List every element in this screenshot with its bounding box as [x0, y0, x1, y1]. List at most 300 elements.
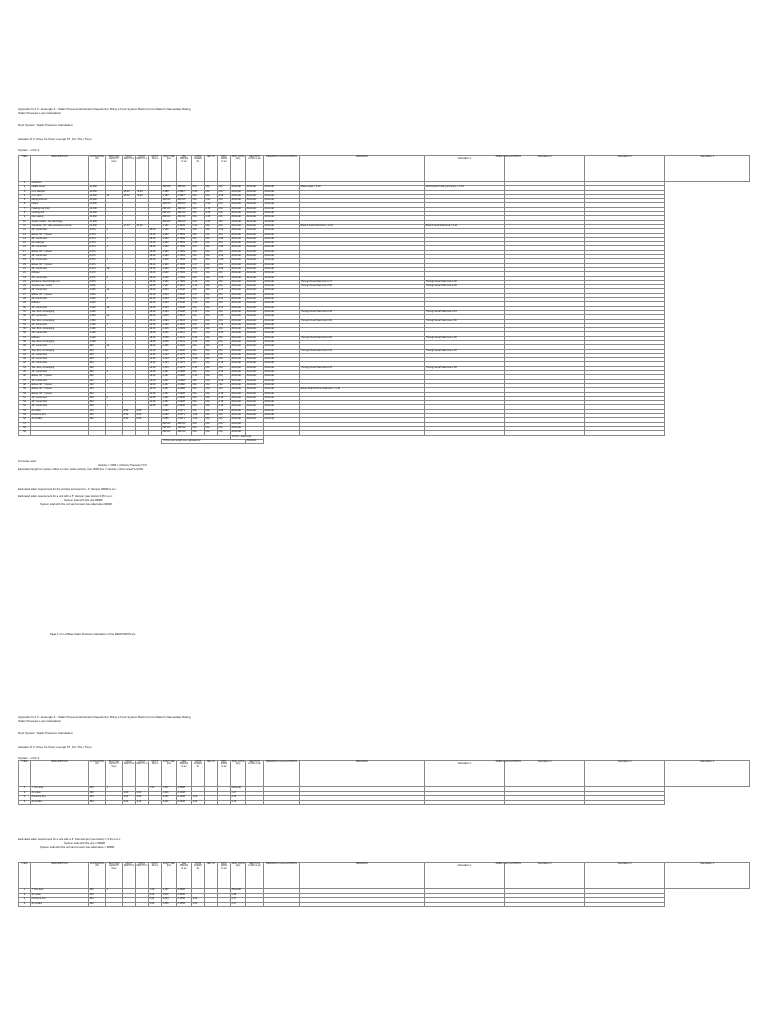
row-description: O.A. damper — [31, 190, 89, 194]
header-calculation-4: Calculation 4 — [665, 156, 750, 182]
row-cell: 1,391 — [162, 349, 177, 353]
row-cell: 26.00 — [123, 194, 136, 198]
row-cell: #VALUE! — [264, 345, 300, 349]
row-cell: #VALUE! — [246, 186, 264, 190]
row-cell: #VALUE! — [246, 194, 264, 198]
row-cell: 0.11 — [218, 298, 231, 302]
row-cell: 0.11 — [218, 289, 231, 293]
row-cell: 0.0888 — [177, 889, 192, 894]
row-item-number: 43 — [19, 362, 31, 366]
row-cell: Through Flow/Total Flow 0.36 — [300, 319, 425, 323]
row-description: Diffuser — [31, 336, 89, 340]
row-cell: 0.15 — [231, 800, 246, 805]
row-cell: Through Area/Total Area 0.64 — [425, 310, 505, 314]
row-cell: #VALUE! — [264, 388, 300, 392]
row-cell: N/A — [218, 250, 231, 254]
row-description: Entrance, flow through run — [31, 280, 89, 284]
row-cell: N/A — [205, 246, 218, 250]
formula-2: Equivalent length for system effect on inlet, outlet velocity over 2500 fpm = Velocity x (Duct area)^1/4,000 — [18, 468, 143, 472]
row-cell: #VALUE! — [231, 276, 246, 280]
row-cell: #VALUE! — [264, 203, 300, 207]
row-cell: N/A — [205, 323, 218, 327]
row-cell: #VALUE! — [246, 255, 264, 259]
row-cell: #VALUE! — [231, 332, 246, 336]
estimate-4-label: System total with this unit and a lower loss alternative — [40, 503, 104, 507]
row-cell: #VALUE! — [264, 194, 300, 198]
row-cell: #VALUE! — [246, 379, 264, 383]
row-item-number: 11 — [19, 224, 31, 228]
table-row — [19, 902, 750, 907]
row-item-number: 8 — [19, 212, 31, 216]
row-cell: 0.7899 — [177, 233, 192, 237]
row-cell: 1,287 — [162, 383, 177, 387]
row-cell: 1,160 — [89, 336, 106, 340]
row-cell: 26.00 — [149, 315, 162, 319]
row-cell: N/A — [218, 375, 231, 379]
row-cell: 320 — [89, 379, 106, 383]
row-description: Fan casing — [31, 216, 89, 220]
row-cell: N/A — [192, 207, 205, 211]
row-item-number: 37 — [19, 336, 31, 340]
row-cell: 8.00 — [136, 409, 149, 413]
row-cell: #VALUE! — [264, 207, 300, 211]
row-cell: 0.08 — [218, 255, 231, 259]
row-item-number: 2 — [19, 186, 31, 190]
row-cell: #VALUE! — [246, 336, 264, 340]
row-cell: #VALUE! — [246, 362, 264, 366]
row-cell: #VALUE! — [264, 379, 300, 383]
row-cell: N/A — [218, 383, 231, 387]
row-cell: 0.17 — [231, 898, 246, 903]
row-cell: 0.5048 — [177, 298, 192, 302]
row-cell: #DIV/0! — [162, 422, 177, 426]
row-cell: 0.25 — [218, 332, 231, 336]
row-item-number: 34 — [19, 323, 31, 327]
row-cell: 0.15 — [192, 366, 205, 370]
row-cell: 0.5048 — [177, 293, 192, 297]
row-cell: 320 — [89, 893, 106, 898]
row-cell: N/A — [218, 186, 231, 190]
row-cell: 0.1656 — [177, 902, 192, 907]
row-item-number: 23 — [19, 276, 31, 280]
row-item-number: 2 — [19, 893, 31, 898]
row-cell: N/A — [205, 362, 218, 366]
row-cell: #VALUE! — [231, 212, 246, 216]
row-cell: 0.0988 — [177, 379, 192, 383]
row-item-number: 1 — [19, 182, 31, 186]
row-item-number: 21 — [19, 267, 31, 271]
row-cell: N/A — [205, 306, 218, 310]
row-cell: N/A — [205, 328, 218, 332]
row-cell: 5 — [106, 259, 123, 263]
row-cell: 0.1468 — [177, 796, 192, 801]
row-cell — [149, 800, 162, 805]
row-description: 7" flex duct — [31, 787, 89, 792]
row-cell: #VALUE! — [231, 246, 246, 250]
row-cell: 8,370 — [89, 276, 106, 280]
row-cell: #VALUE! — [264, 392, 300, 396]
row-cell: 8,370 — [89, 272, 106, 276]
row-description: Elbow, 90°, 5 piece — [31, 263, 89, 267]
row-cell: 0.24 — [192, 336, 205, 340]
row-cell: 1,630 — [162, 893, 177, 898]
row-item-number: 51 — [19, 396, 31, 400]
row-description: Tee, Run, converging — [31, 349, 89, 353]
row-cell: 320 — [89, 388, 106, 392]
table-header-row — [19, 156, 750, 182]
row-cell: #VALUE! — [231, 383, 246, 387]
row-cell: 6 — [106, 358, 123, 362]
row-cell: #DIV/0! — [177, 186, 192, 190]
row-cell — [585, 902, 665, 907]
row-cell: 320 — [89, 392, 106, 396]
table-header-row: ITEM DESCRIPTION FLOW RATE cfm SECTION LENGTH Feet DUCT WIDTH in DUCT DEPTH in DUCT DIA in DUCT VEL fpm VEL PRESS in.wc LOSS COEFF Σc NET Σc FRIC RATE in.wc FRIC LOSS (wc) SECTION LOSS in.wc REMARKS CALCULATIONS REMARKS AREA CALCULATIONS Calculation 1 Calculation 2 Calculation 3 Calculation 4 — [19, 761, 750, 787]
row-cell: #VALUE! — [264, 229, 300, 233]
estimate-2-label: Estimated static requirement for a unit with a 5" damper (see below) — [18, 495, 99, 499]
row-item-number: 13 — [19, 233, 31, 237]
row-cell: #VALUE! — [264, 302, 300, 306]
row-cell: N/A — [192, 392, 205, 396]
row-cell: 2,960 — [162, 272, 177, 276]
row-cell: 72.00 — [136, 194, 149, 198]
row-cell: 11,600 — [89, 186, 106, 190]
row-cell: #VALUE! — [264, 233, 300, 237]
row-cell: 10.00 — [149, 371, 162, 375]
document-subtitle: Static Pressure Loss Calculation — [18, 110, 62, 115]
row-cell: 1,313 — [162, 353, 177, 357]
header-flow-rate: FLOW RATE cfm — [89, 156, 106, 182]
row-description: Air Grilles — [31, 418, 89, 422]
row-cell: N/A — [218, 272, 231, 276]
row-cell: N/A — [205, 263, 218, 267]
row-cell: #VALUE! — [246, 418, 264, 422]
row-description: Tee, Run, converging — [31, 319, 89, 323]
row-item-number: 53 — [19, 405, 31, 409]
row-cell: #VALUE! — [246, 199, 264, 203]
row-cell: N/A — [192, 212, 205, 216]
row-cell: 2,426 — [162, 323, 177, 327]
row-cell: #VALUE! — [264, 358, 300, 362]
row-item-number: 57 — [19, 422, 31, 426]
row-cell: N/A — [205, 431, 218, 435]
row-item-number: 2 — [19, 791, 31, 796]
row-cell: #VALUE! — [264, 401, 300, 405]
row-cell: 0.3827 — [177, 190, 192, 194]
row-cell: N/A — [205, 298, 218, 302]
row-cell: #VALUE! — [264, 212, 300, 216]
row-item-number: 4 — [19, 194, 31, 198]
row-cell: 0.08 — [218, 267, 231, 271]
header-section-length: SECTION LENGTH Feet — [106, 156, 123, 182]
row-cell: #VALUE! — [264, 375, 300, 379]
alt-unit-table-b — [18, 862, 750, 907]
row-cell: 8.00 — [123, 414, 136, 418]
row-item-number: 41 — [19, 353, 31, 357]
row-cell: 26.00 — [149, 319, 162, 323]
row-cell: 0.0571 — [177, 414, 192, 418]
row-item-number: 25 — [19, 285, 31, 289]
row-cell: 11,600 — [89, 212, 106, 216]
row-description: 30" round duct — [31, 306, 89, 310]
row-cell: 0.18 — [218, 371, 231, 375]
row-cell: N/A — [192, 246, 205, 250]
row-cell: 1,287 — [162, 392, 177, 396]
row-cell: 16.00 — [149, 349, 162, 353]
table-row — [19, 800, 750, 805]
row-cell: N/A — [218, 203, 231, 207]
row-cell: 1.00 — [192, 418, 205, 422]
row-cell: N/A — [192, 362, 205, 366]
row-cell: 12 — [106, 345, 123, 349]
row-cell: #VALUE! — [231, 259, 246, 263]
row-cell: 0.4431 — [177, 332, 192, 336]
row-cell: N/A — [205, 349, 218, 353]
row-cell: N/A — [192, 220, 205, 224]
row-cell: N/A — [205, 255, 218, 259]
row-cell: 18 — [106, 306, 123, 310]
row-cell: 2,694 — [162, 315, 177, 319]
row-cell: 0.18 — [218, 379, 231, 383]
row-cell: #VALUE! — [246, 237, 264, 241]
row-item-number: 50 — [19, 392, 31, 396]
row-cell: #VALUE! — [231, 267, 246, 271]
row-cell — [218, 800, 231, 805]
row-cell: #DIV/0! — [162, 203, 177, 207]
row-cell: #VALUE! — [246, 216, 264, 220]
row-cell: 0.00 — [205, 220, 218, 224]
row-cell: 0.7899 — [177, 263, 192, 267]
row-cell: 1,360 — [89, 315, 106, 319]
row-item-number: 52 — [19, 401, 31, 405]
row-cell: 24.00 — [136, 224, 149, 228]
row-cell: 0.1075 — [177, 353, 192, 357]
row-cell: N/A — [192, 255, 205, 259]
row-cell: #VALUE! — [231, 323, 246, 327]
row-cell: 36.00 — [149, 229, 162, 233]
row-cell: #VALUE! — [246, 285, 264, 289]
row-cell: N/A — [205, 315, 218, 319]
row-cell: N/A — [205, 186, 218, 190]
row-cell: N/A — [205, 388, 218, 392]
row-cell: 9.00 — [136, 800, 149, 805]
row-cell: #VALUE! — [264, 332, 300, 336]
row-cell: N/A — [192, 401, 205, 405]
row-cell: 22.00 — [149, 328, 162, 332]
row-cell: 0.880 — [162, 409, 177, 413]
row-item-number: 24 — [19, 280, 31, 284]
row-cell: 1.00 — [192, 414, 205, 418]
row-cell — [123, 902, 136, 907]
row-cell: 920 — [89, 345, 106, 349]
row-cell: 920 — [89, 358, 106, 362]
row-cell: #VALUE! — [231, 345, 246, 349]
row-cell: 9.00 — [136, 796, 149, 801]
row-cell: N/A — [192, 233, 205, 237]
row-item-number: 49 — [19, 388, 31, 392]
row-cell: #DIV/0! — [177, 203, 192, 207]
row-cell: N/A — [218, 366, 231, 370]
row-cell: #VALUE! — [231, 336, 246, 340]
row-cell: #VALUE! — [246, 289, 264, 293]
row-item-number: 15 — [19, 242, 31, 246]
row-cell: #VALUE! — [231, 405, 246, 409]
row-cell: 320 — [89, 371, 106, 375]
row-cell: 0.08 — [218, 259, 231, 263]
row-cell: 0.0988 — [177, 383, 192, 387]
row-cell: #VALUE! — [264, 366, 300, 370]
header-section-loss: SECTION LOSS in.wc — [246, 156, 264, 182]
row-cell: 10.00 — [149, 401, 162, 405]
row-cell: #VALUE! — [246, 358, 264, 362]
row-cell: 0.08 — [218, 229, 231, 233]
row-description: 10" round duct — [31, 401, 89, 405]
row-cell: #VALUE! — [264, 237, 300, 241]
row-cell: 6,650 — [89, 285, 106, 289]
row-cell: 320 — [89, 409, 106, 413]
row-cell: #DIV/0! — [162, 212, 177, 216]
row-description: 36" round duct — [31, 229, 89, 233]
row-cell: 2,666 — [162, 340, 177, 344]
row-cell: #VALUE! — [231, 280, 246, 284]
row-cell: #VALUE! — [231, 371, 246, 375]
row-cell: 0.18 — [218, 401, 231, 405]
row-cell: N/A — [192, 199, 205, 203]
row-cell: 6 — [106, 237, 123, 241]
row-cell: 36.00 — [149, 280, 162, 284]
row-item-number: 36 — [19, 332, 31, 336]
row-cell: N/A — [218, 414, 231, 418]
row-cell: N/A — [205, 426, 218, 430]
row-cell: N/A — [218, 310, 231, 314]
row-cell: N/A — [205, 418, 218, 422]
row-cell: #VALUE! — [264, 362, 300, 366]
row-cell: 0.0988 — [177, 401, 192, 405]
row-cell: 0.4431 — [177, 336, 192, 340]
row-cell: N/A — [205, 242, 218, 246]
row-cell: #VALUE! — [264, 405, 300, 409]
row-cell: 0.5048 — [177, 310, 192, 314]
row-cell: 0.21 — [192, 319, 205, 323]
row-cell: #VALUE! — [246, 310, 264, 314]
row-description: Tee, Run, converging — [31, 366, 89, 370]
row-cell: #VALUE! — [231, 263, 246, 267]
row-cell: 0.7899 — [177, 237, 192, 241]
row-description: Cooling coil — [31, 212, 89, 216]
row-description: Elbow, 90°, 5 piece — [31, 375, 89, 379]
row-item-number: 45 — [19, 371, 31, 375]
row-cell: #VALUE! — [231, 186, 246, 190]
row-cell: 18.00 — [149, 332, 162, 336]
row-cell: 0.25 — [205, 216, 218, 220]
row-cell: #VALUE! — [246, 366, 264, 370]
row-item-number: 3 — [19, 898, 31, 903]
system-label: Duct System: Static Pressure Calculation — [18, 122, 73, 127]
row-cell: 0.4523 — [177, 315, 192, 319]
row-cell: 1,197 — [162, 889, 177, 894]
row-cell: 6 — [106, 323, 123, 327]
row-description: 22" round duct — [31, 323, 89, 327]
row-cell: 920 — [89, 349, 106, 353]
row-cell: 8,370 — [89, 280, 106, 284]
row-cell: 12 — [106, 289, 123, 293]
row-cell: #VALUE! — [246, 332, 264, 336]
row-cell: #VALUE! — [231, 194, 246, 198]
row-cell: 12 — [106, 315, 123, 319]
row-cell: #VALUE! — [231, 220, 246, 224]
row-cell: 0.7899 — [177, 259, 192, 263]
row-cell: 0.25 — [192, 375, 205, 379]
row-cell: #VALUE! — [231, 422, 246, 426]
row-cell: 10.00 — [149, 396, 162, 400]
row-cell: 0.0988 — [177, 396, 192, 400]
row-cell: N/A — [205, 336, 218, 340]
header-duct-depth: DUCT DEPTH in — [136, 156, 149, 182]
header-duct-diameter: DUCT DIA in — [149, 156, 162, 182]
row-cell: N/A — [192, 259, 205, 263]
row-cell: #VALUE! — [246, 349, 264, 353]
row-cell: Through Area/Total Area 0.69 — [425, 285, 505, 289]
row-cell: N/A — [192, 422, 205, 426]
row-cell: #VALUE! — [264, 224, 300, 228]
row-cell: 0.0571 — [177, 409, 192, 413]
row-description: Outdoors — [31, 182, 89, 186]
row-cell: #VALUE! — [246, 263, 264, 267]
row-cell: #VALUE! — [231, 216, 246, 220]
row-cell: #VALUE! — [246, 276, 264, 280]
row-cell: #VALUE! — [264, 340, 300, 344]
row-cell: #VALUE! — [246, 396, 264, 400]
row-cell: Through Flow/Total Flow 0.73 — [300, 280, 425, 284]
header-friction-loss: FRIC LOSS (wc) — [231, 156, 246, 182]
row-cell: #VALUE! — [231, 229, 246, 233]
row-cell: 0.7899 — [177, 272, 192, 276]
row-cell: 27.00 — [123, 224, 136, 228]
row-cell: 0.21 — [192, 340, 205, 344]
row-cell: #DIV/0! — [177, 426, 192, 430]
row-cell: N/A — [205, 267, 218, 271]
row-cell: #VALUE! — [231, 401, 246, 405]
row-cell: #VALUE! — [246, 323, 264, 327]
row-cell: #DIV/0! — [162, 207, 177, 211]
row-item-number: 48 — [19, 383, 31, 387]
row-cell: #DIV/0! — [162, 220, 177, 224]
header-calculation-1: AREA CALCULATIONS Calculation 1 — [425, 156, 505, 182]
row-description: Tee, Run, converging — [31, 328, 89, 332]
row-item-number: 58 — [19, 426, 31, 430]
row-cell: 18 — [106, 267, 123, 271]
row-cell: #VALUE! — [231, 431, 246, 435]
row-cell: 2,960 — [162, 267, 177, 271]
row-item-number: 17 — [19, 250, 31, 254]
row-cell: #VALUE! — [231, 224, 246, 228]
row-cell: #VALUE! — [231, 306, 246, 310]
row-description: 16" round duct — [31, 345, 89, 349]
row-cell: N/A — [192, 405, 205, 409]
row-cell — [205, 902, 218, 907]
row-cell: 36.00 — [149, 250, 162, 254]
row-cell: 10.00 — [149, 383, 162, 387]
total-label: TOTAL path length loss (allowance) — [162, 439, 246, 443]
row-cell: N/A — [218, 220, 231, 224]
row-description: Heating coil (hot) — [31, 207, 89, 211]
row-cell: 7.00 — [149, 787, 162, 792]
row-cell: #VALUE! — [264, 414, 300, 418]
row-cell: #DIV/0! — [162, 199, 177, 203]
alt-estimate-3-label: System total with this unit and a lower loss alternative = — [40, 846, 106, 850]
row-cell: 1,287 — [162, 396, 177, 400]
row-cell: N/A — [205, 383, 218, 387]
row-cell: 0.880 — [162, 418, 177, 422]
